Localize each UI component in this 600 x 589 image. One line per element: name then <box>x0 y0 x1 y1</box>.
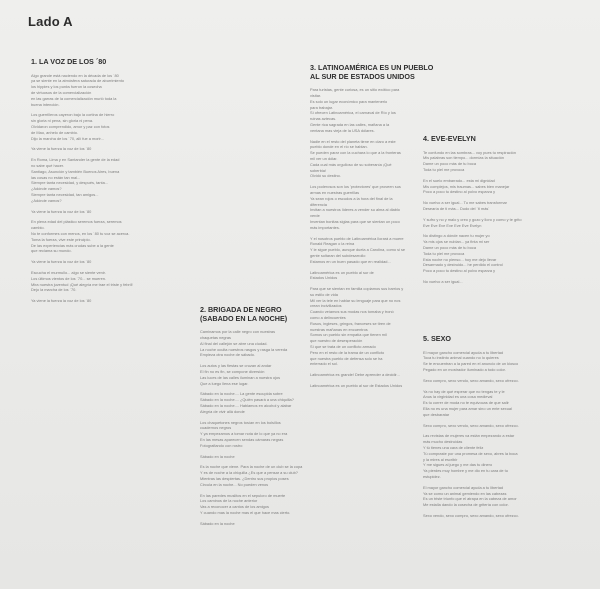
lyric-line: Sexo compro, sexo vendo, sexo amando, sexo ofrezco. <box>423 377 519 383</box>
lyric-line: En Roma, Lima y en Santander la gente de la edad <box>31 157 120 163</box>
lyric-line: El fin no es fin, se compone diversión <box>200 368 265 374</box>
stanza <box>31 298 171 304</box>
lyric-line: Y tú tienes una cara de cliente feliz <box>423 444 484 450</box>
lyric-line: Desarmado y destruido... he perdido el control <box>423 262 503 268</box>
stanza <box>31 146 171 152</box>
stanza <box>200 464 340 487</box>
lyric-line: Y sufro y no y malo y creo y gozo y lloro y como y te grito <box>423 216 522 222</box>
lyric-line: Toca tu instinto animal cuando no lo quieres <box>423 355 499 361</box>
lyric-line: Toda tu piel me provoca <box>423 250 465 256</box>
lyric-line: Ya viene la fuerza la voz de los ´80 <box>31 208 92 214</box>
lyric-line: armas en nuestras guerrillas <box>310 189 360 195</box>
lyric-line: que nuestra pueblo de defensa solo se ha <box>310 355 383 361</box>
lyric-line: Y le sigue pueblo, aunque duela a Carolina, como si se <box>310 247 406 253</box>
stanza <box>31 157 171 203</box>
lyric-line: Latinoamérica es un pueblo al sur de <box>310 269 374 275</box>
stanza <box>423 200 573 212</box>
lyric-line: Algo grande está naciendo en la década de los ´80 <box>31 72 119 78</box>
song-4 <box>423 135 573 290</box>
stanza <box>31 112 171 141</box>
lyric-line: Las revistas de mujeres va están empezando a estar <box>423 433 515 439</box>
stanza <box>31 270 171 293</box>
lyric-line: Es la noche que viene. Para la noche de un club se la copa <box>200 464 303 470</box>
lyric-line: Dejo la marcha de los ´70. <box>31 287 77 293</box>
lyric-line: enterrado el sol. <box>310 361 338 367</box>
song-title-line: (SABADO EN LA NOCHE) <box>200 313 288 323</box>
lyric-line: La noche oculta nuestros rasgos y rasga la vereda <box>200 346 288 352</box>
lyric-line: Vas a reconocer a cantos de los amigos <box>200 504 269 510</box>
lyric-line: que reclama su mundo. <box>31 248 72 254</box>
lyric-line: El mayor gancho comercial ayuda a tu libertad <box>423 484 504 490</box>
lyric-line: Estamos en un buen pasado que en realidad... <box>310 258 391 264</box>
song-title <box>310 64 455 81</box>
lyric-line: los hippies y los punks fueron la cosecha <box>31 84 102 90</box>
song-title <box>31 58 171 67</box>
lyric-line: cuadernos negros <box>200 425 232 431</box>
stanza <box>423 279 573 285</box>
lyric-line: Poco a poco tu destino al polvo esparza y <box>423 268 496 274</box>
lyric-line: Escucha el murmullo... algo se siente venir. <box>31 269 106 275</box>
lyric-line: ventana mas vieja de la USA dólares. <box>310 127 375 133</box>
stanza <box>200 454 340 460</box>
stanza <box>200 420 340 449</box>
lyric-line: Sí que se trata de un conflicto armado <box>310 344 376 350</box>
song-title-line: 4. EVE-EVELYN <box>423 134 476 143</box>
lyric-line: Ya viene la fuerza la voz de los ´80 <box>31 259 92 265</box>
lyric-line: Santiago, Asunción y también Buenos Aires, buena <box>31 168 120 174</box>
lyric-line: más mucho destruídas <box>423 439 463 445</box>
stanza <box>423 433 573 479</box>
lyric-line: Inventan bonitas siglas para que se sientan un poco <box>310 218 400 224</box>
lyric-line: Sí ofrecen Latinoamérica, el carnaval de Río y los <box>310 110 396 116</box>
lyric-line: Los caminos de la noche anterior <box>200 498 258 504</box>
lyric-line: ya se siente en la atmósfera saturada de aburrimiento <box>31 78 124 84</box>
lyric-line: que desbaratar <box>423 411 450 417</box>
song-title-line: 1. LA VOZ DE LOS ´80 <box>31 57 107 66</box>
lyric-line: Circula en la noche... No pueden venos <box>200 481 269 487</box>
lyric-line: Olvidó su destino. <box>310 173 341 179</box>
lyric-line: Ya viene la fuerza la voz de los ´80 <box>31 298 92 304</box>
lyric-line: Se te encuentran a la pared en el anuncio de un kiosco <box>423 361 519 367</box>
stanza <box>423 389 573 418</box>
lyric-line: chaquetas negras <box>200 334 231 340</box>
stanza <box>31 259 171 265</box>
lyric-line: su estilo de vida <box>310 291 338 297</box>
stanza <box>423 485 573 508</box>
lyric-line: En plena edad del plástico seremos fuerza, seremos <box>31 219 122 225</box>
lyric-line: ¿Adónde vamos? <box>31 186 62 192</box>
lyric-line: Es un triste triunfo que el atrapa en la cabeza de amor <box>423 496 517 502</box>
lyric-line: Dame un poco más de tu boca <box>423 161 476 167</box>
lyric-line: Siempre tanta necesidad, y después, tanta... <box>31 180 108 186</box>
stanza <box>200 391 340 414</box>
lyric-line: Ya pierdes muy hombre y me dio en tu cara de tu <box>423 468 508 474</box>
lyric-line: diferencia <box>310 201 327 207</box>
lyric-line: Toma la fuerza, vive este principio. <box>31 236 91 242</box>
stanza <box>423 178 573 195</box>
side-title: Lado A <box>28 14 73 29</box>
stanza <box>423 350 573 373</box>
lyric-line: Para que se sientan en familia copiamos sus barrios y <box>310 286 404 292</box>
lyric-line: En las paredes muslitos en el sepulcro de muerte <box>200 492 286 498</box>
lyric-line: Los últimos vientos de los ´70... se mueren. <box>31 275 107 281</box>
stanza <box>423 217 573 229</box>
lyric-line: como a delincuentes <box>310 315 346 321</box>
song-5 <box>423 335 573 524</box>
lyric-line: y la mires al escribir <box>423 456 458 462</box>
lyric-line: Nadie en el resto del planeta tiene en claro a este <box>310 138 396 144</box>
lyric-line: Dijo la marcha de los ´70, allí fue a morir... <box>31 135 104 141</box>
lyric-line: Mira nuestra juventud ¡Qué alegría me trae el triste y febril! <box>31 281 133 287</box>
lyric-line: No vuelvo a ser igual... Tu me sabes transformar <box>423 200 507 206</box>
song-title-line: AL SUR DE ESTADOS UNIDOS <box>310 71 415 81</box>
song-title <box>423 135 573 144</box>
lyric-line: Los chaquetones negros tosían en los bolsillos <box>200 419 281 425</box>
lyric-line: cambio. <box>31 225 45 231</box>
stanza <box>310 87 455 133</box>
lyric-line: Mis complejos, mis traumas... sabes bien manejar <box>423 183 510 189</box>
lyric-line: Pero en el resto de la trama de un conflicto <box>310 349 385 355</box>
lyric-line: para trabajar. <box>310 104 333 110</box>
lyric-line: Ya no hay de qué esperar que no tengas te y le <box>423 388 505 394</box>
lyric-line: Caminamos por la calle negro con nuestras <box>200 329 276 335</box>
stanza <box>31 219 171 254</box>
lyric-line: Latinoamérica es un pueblo al sur de Estados Unidos <box>310 383 403 389</box>
stanza <box>423 150 573 173</box>
lyric-line: Ya sean rojos o escudos a la hora del final de la <box>310 195 393 201</box>
lyric-line: sin gloria ni pena, sin gloria ni pena. <box>31 118 94 124</box>
lyric-line: En el suelo embarrado... esta mi dignidad <box>423 177 495 183</box>
lyric-line: nuestras mañanas en encuentros <box>310 326 368 332</box>
lyric-line: Siempre tanta necesidad, tan amigos... <box>31 191 99 197</box>
lyric-line: de virtuosos de la comercialización <box>31 89 92 95</box>
lyric-line: Somos un pueblo sin empatía que tienen mil <box>310 332 387 338</box>
lyric-line: El mayor gancho comercial ayuda a tu libertad <box>423 349 504 355</box>
song-1 <box>31 58 171 309</box>
lyric-line: ¿Adónde vamos? <box>31 197 62 203</box>
lyric-line: Mil ver la tele en hablar su lenguaje para que no nos <box>310 297 401 303</box>
lyric-line: no sabe qué hacer. <box>31 162 65 168</box>
lyric-line: estupidez. <box>423 473 441 479</box>
lyric-line: Cada cual más orgulloso de su soberanía ¡Qué <box>310 161 392 167</box>
lyric-line: Ya viene la fuerza la voz de los ´80 <box>31 146 92 152</box>
lyric-line: Alegría de vivir allá donde <box>200 408 245 414</box>
lyric-line: Sexo compro, sexo vendo, sexo amando, sexo ofrezco. <box>423 422 519 428</box>
song-title-line: 3. LATINOAMÉRICA ES UN PUEBLO <box>310 63 434 72</box>
lyric-line: Ya se como un animal gemiendo en las cabezas <box>423 490 507 496</box>
lyric-line: Sábado en la noche.... ¿Quién pasará a una chiquilla? <box>200 397 294 403</box>
lyric-line: Cuando veíamos sus modas nos tomaba y tronó <box>310 309 394 315</box>
lyric-line: Y el nosotros pueblo de Latinoamérica llorará a muere <box>310 235 404 241</box>
stanza <box>423 423 573 429</box>
lyric-line: Invitan a nuestros líderes a vender su alma al diablo <box>310 207 400 213</box>
lyric-line: Dame un poco más de tu boca <box>423 244 476 250</box>
stanza <box>200 521 340 527</box>
lyric-line: en las garras de la comercialización murió toda la <box>31 95 117 101</box>
lyric-line: No vuelvo a ser igual... <box>423 278 463 284</box>
lyric-line: Estados Unidos <box>310 275 338 281</box>
lyric-line: verde <box>310 213 320 219</box>
lyric-line: visitar. <box>310 92 322 98</box>
lyric-line: Desearía de ti más... Dudo del ´ti más´ <box>423 205 490 211</box>
lyric-line: Y me sigues al juego y me das tu dinero <box>423 462 493 468</box>
lyric-line: Sexo vendo, sexo compro, sexo amando, sexo ofrezco. <box>423 512 519 518</box>
lyric-line: Y cuando mas la noche mas el que hace mas cierto. <box>200 509 291 515</box>
lyric-line: Me estalla dando la cosecha de gritería con color. <box>423 502 509 508</box>
lyric-line: Ya mis ojos se nublan... ya finta mi ser <box>423 239 490 245</box>
lyric-line: Gente rica sagrada en las calles, mañana a la <box>310 121 390 127</box>
lyric-line: Es solo un lugar económico para mantenerlo <box>310 98 388 104</box>
lyric-line: buena intención. <box>31 101 60 107</box>
stanza <box>31 209 171 215</box>
lyric-line: Tú compraste por una promesa de sexo, abres la boca <box>423 450 518 456</box>
lyric-line: soberbia! <box>310 167 327 173</box>
lyric-line: Pegado en un mostrador iluminado a todo color. <box>423 366 506 372</box>
lyric-line: pueblo donde en el río se hablan. <box>310 144 368 150</box>
lyric-line: Olvidaron comprendido, amor y paz con fotos <box>31 123 110 129</box>
lyric-line: Eve Eve Eve Eve Eve Eve Evelyn <box>423 222 482 228</box>
lyric-line: No distingo a dónde nacen tu mujer yo <box>423 233 490 239</box>
lyric-line: de Mao, anhelo de cambio. <box>31 129 78 135</box>
lyric-line: Los guerrilleros cayeron bajo la cortina de hierro <box>31 112 115 118</box>
lyric-line: Mis palabras son tiempo... dormías la situación <box>423 155 505 161</box>
lyric-line: Los autos y las fiestas se cruzan al andar <box>200 363 272 369</box>
lyric-line: ruinas aztecas. <box>310 116 337 122</box>
lyric-line: Latinoamérica es grande! Debe aprender a decidir... <box>310 372 400 378</box>
lyric-line: Sábado en la noche.... La gente escupida sobre <box>200 391 283 397</box>
song-title <box>423 335 573 344</box>
lyric-line: que nuestro de desesperación <box>310 338 363 344</box>
lyric-line: En las mesas aparecen sendas cámaras negras <box>200 436 284 442</box>
lyric-line: Ella no es una mujer para amar sino un ente sexual <box>423 405 512 411</box>
lyric-line: Te confundo en las sombras... voy pues tu respiración <box>423 149 516 155</box>
lyric-line: Poco a poco tu destino al polvo esparza y <box>423 189 496 195</box>
lyric-line: Las luces de las calles iluminan a nuestra ojos <box>200 374 281 380</box>
lyric-line: Rusos, ingleses, gringos, franceses se tiren de <box>310 320 391 326</box>
lyric-line: Sábado en la noche <box>200 453 235 459</box>
lyric-line: más importantes. <box>310 224 340 230</box>
lyric-line: Ronald Reagan o la reina <box>310 241 355 247</box>
lyric-line: Y ya empezamos a tomar nota de lo que ya no era <box>200 431 288 437</box>
song-title-line: 5. SEXO <box>423 334 451 343</box>
lyric-line: Es tu correr de moda no te equivocas de que salir <box>423 400 509 406</box>
lyric-line: Sábado en la noche.... Hablamos en alcohol y alabar <box>200 402 292 408</box>
lyric-line: Para turistas, gente curiosa, es un sitio exótico para <box>310 87 400 93</box>
stanza <box>31 73 171 108</box>
lyric-line: Que a luego llena ese lugar. <box>200 380 249 386</box>
lyric-line: Mientras las despiertas. ¿Dentro sus propios poses <box>200 475 289 481</box>
lyric-line: Empieza otra noche de sábado. <box>200 352 255 358</box>
stanza <box>423 378 573 384</box>
stanza <box>423 513 573 519</box>
lyric-line: Al final del callejón se abre una ciudad. <box>200 340 268 346</box>
lyric-line: De las experiencias más crudas sube a la gente <box>31 242 114 248</box>
lyric-line: Se pueden parar con la cuchara lo que a la fronteras <box>310 150 401 156</box>
lyric-line: Anus la virginidad es una cosa medieval <box>423 394 493 400</box>
song-title-line: 2. BRIGADA DE NEGRO <box>200 305 282 314</box>
lyric-line: crean incivilizados <box>310 303 342 309</box>
stanza <box>200 493 340 516</box>
lyric-line: Los poderosos son los 'protectores' que proveen sus <box>310 184 401 190</box>
lyric-line: Toda tu piel me provoca <box>423 166 465 172</box>
lyric-line: mil ver un dólar. <box>310 155 338 161</box>
lyric-line: Sábado en la noche <box>200 520 235 526</box>
lyric-line: Y es de noche a la chiquilla ¿Es que a pensar a su club? <box>200 470 298 476</box>
stanza <box>423 233 573 274</box>
lyric-line: las cosas no están tan mal... <box>31 174 81 180</box>
lyric-line: No te conformes con menos, en los ´80 tu voz se acerca. <box>31 230 130 236</box>
lyric-line: Fotografiando con rostro <box>200 442 243 448</box>
lyric-line: Esta noche no pienso... hoy me dejo llevar <box>423 256 497 262</box>
lyric-line: gente soltaran del subdesarrollo <box>310 252 366 258</box>
